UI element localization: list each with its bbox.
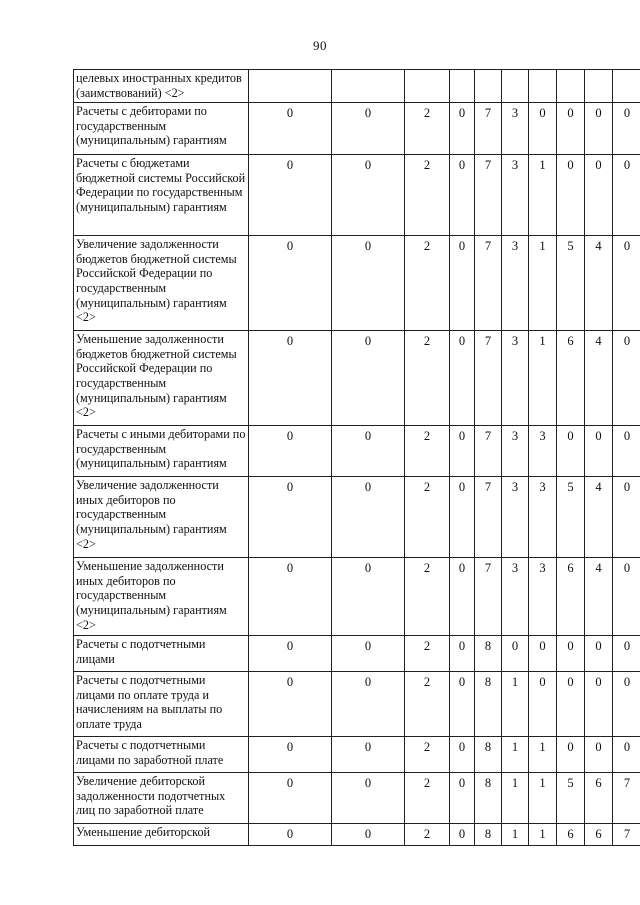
code-digit: 0 bbox=[557, 737, 585, 773]
page-number: 90 bbox=[313, 38, 327, 53]
code-digit: 2 bbox=[405, 155, 450, 236]
code-digit: 3 bbox=[502, 426, 529, 477]
code-digit: 0 bbox=[249, 331, 332, 426]
code-digit: 3 bbox=[502, 558, 529, 636]
code-digit: 7 bbox=[475, 558, 502, 636]
code-digit: 7 bbox=[475, 331, 502, 426]
code-digit: 2 bbox=[405, 236, 450, 331]
code-digit: 2 bbox=[405, 737, 450, 773]
code-digit: 2 bbox=[405, 824, 450, 846]
code-digit: 5 bbox=[557, 773, 585, 824]
code-digit: 0 bbox=[502, 636, 529, 672]
code-digit: 0 bbox=[613, 737, 640, 773]
code-digit: 0 bbox=[613, 672, 640, 737]
account-name: Уменьшение дебиторской bbox=[74, 824, 249, 846]
code-digit: 5 bbox=[557, 477, 585, 558]
account-name: Расчеты с подотчетными лицами bbox=[74, 636, 249, 672]
code-digit bbox=[249, 70, 332, 103]
code-digit: 2 bbox=[405, 103, 450, 155]
table-row bbox=[74, 773, 640, 824]
code-digit: 0 bbox=[332, 636, 405, 672]
table-row bbox=[74, 331, 640, 426]
code-digit: 0 bbox=[585, 737, 613, 773]
code-digit: 7 bbox=[475, 426, 502, 477]
code-digit bbox=[613, 70, 640, 103]
code-digit: 0 bbox=[529, 636, 557, 672]
code-digit: 3 bbox=[502, 236, 529, 331]
code-digit bbox=[529, 70, 557, 103]
code-digit: 0 bbox=[585, 426, 613, 477]
code-digit: 1 bbox=[529, 155, 557, 236]
code-digit: 2 bbox=[405, 477, 450, 558]
code-digit: 8 bbox=[475, 636, 502, 672]
code-digit: 7 bbox=[475, 477, 502, 558]
code-digit bbox=[475, 70, 502, 103]
code-digit: 0 bbox=[450, 155, 475, 236]
table-row bbox=[74, 70, 640, 103]
code-digit: 0 bbox=[332, 426, 405, 477]
code-digit: 0 bbox=[557, 672, 585, 737]
code-digit: 0 bbox=[557, 426, 585, 477]
code-digit: 1 bbox=[529, 737, 557, 773]
account-name: Уменьшение задолженности иных дебиторов по государственным (муниципальным) гарантиям <2> bbox=[74, 558, 249, 636]
code-digit: 7 bbox=[613, 773, 640, 824]
code-digit: 1 bbox=[529, 331, 557, 426]
code-digit: 1 bbox=[529, 236, 557, 331]
code-digit: 0 bbox=[613, 558, 640, 636]
code-digit: 2 bbox=[405, 426, 450, 477]
code-digit: 7 bbox=[475, 236, 502, 331]
code-digit: 1 bbox=[502, 737, 529, 773]
code-digit bbox=[450, 70, 475, 103]
code-digit: 2 bbox=[405, 558, 450, 636]
account-name: Увеличение задолженности бюджетов бюджетной системы Российской Федерации по государственным (муниципальным) гарантиям <2> bbox=[74, 236, 249, 331]
account-name: целевых иностранных кредитов (заимствований) <2> bbox=[74, 70, 249, 103]
account-name: Уменьшение задолженности бюджетов бюджетной системы Российской Федерации по государственным (муниципальным) гарантиям <2> bbox=[74, 331, 249, 426]
account-name: Расчеты с дебиторами по государственным (муниципальным) гарантиям bbox=[74, 103, 249, 155]
code-digit: 1 bbox=[502, 672, 529, 737]
code-digit: 7 bbox=[613, 824, 640, 846]
account-name: Увеличение дебиторской задолженности подотчетных лиц по заработной плате bbox=[74, 773, 249, 824]
code-digit: 0 bbox=[332, 672, 405, 737]
code-digit: 0 bbox=[450, 103, 475, 155]
code-digit: 0 bbox=[332, 236, 405, 331]
code-digit: 4 bbox=[585, 477, 613, 558]
code-digit: 2 bbox=[405, 672, 450, 737]
code-digit: 0 bbox=[249, 236, 332, 331]
table-row bbox=[74, 737, 640, 773]
code-digit: 5 bbox=[557, 236, 585, 331]
code-digit: 1 bbox=[502, 824, 529, 846]
code-digit: 0 bbox=[585, 636, 613, 672]
code-digit: 4 bbox=[585, 331, 613, 426]
code-digit: 0 bbox=[450, 426, 475, 477]
code-digit: 0 bbox=[332, 477, 405, 558]
code-digit: 0 bbox=[450, 824, 475, 846]
code-digit: 0 bbox=[529, 672, 557, 737]
table-row bbox=[74, 672, 640, 737]
code-digit: 0 bbox=[613, 236, 640, 331]
code-digit: 0 bbox=[249, 824, 332, 846]
code-digit: 6 bbox=[557, 824, 585, 846]
code-digit: 3 bbox=[502, 155, 529, 236]
table-row bbox=[74, 103, 640, 155]
code-digit: 3 bbox=[529, 426, 557, 477]
code-digit: 0 bbox=[249, 737, 332, 773]
code-digit: 6 bbox=[585, 824, 613, 846]
code-digit: 0 bbox=[332, 103, 405, 155]
code-digit: 0 bbox=[249, 773, 332, 824]
code-digit: 2 bbox=[405, 331, 450, 426]
table-row bbox=[74, 636, 640, 672]
code-digit: 0 bbox=[450, 773, 475, 824]
code-digit: 0 bbox=[450, 477, 475, 558]
code-digit: 0 bbox=[529, 103, 557, 155]
code-digit: 8 bbox=[475, 824, 502, 846]
code-digit bbox=[557, 70, 585, 103]
code-digit: 4 bbox=[585, 236, 613, 331]
code-digit: 0 bbox=[613, 477, 640, 558]
code-digit: 0 bbox=[450, 331, 475, 426]
account-name: Расчеты с подотчетными лицами по оплате труда и начислениям на выплаты по оплате труда bbox=[74, 672, 249, 737]
code-digit: 0 bbox=[450, 672, 475, 737]
code-digit: 0 bbox=[557, 636, 585, 672]
code-digit: 0 bbox=[249, 426, 332, 477]
code-digit: 0 bbox=[249, 636, 332, 672]
code-digit: 0 bbox=[450, 236, 475, 331]
code-digit: 0 bbox=[249, 558, 332, 636]
code-digit: 0 bbox=[613, 331, 640, 426]
code-digit: 0 bbox=[585, 155, 613, 236]
code-digit: 0 bbox=[332, 155, 405, 236]
code-digit bbox=[332, 70, 405, 103]
table-row bbox=[74, 236, 640, 331]
code-digit: 0 bbox=[249, 103, 332, 155]
code-digit: 8 bbox=[475, 737, 502, 773]
code-digit: 0 bbox=[332, 331, 405, 426]
code-digit: 1 bbox=[529, 824, 557, 846]
account-name: Увеличение задолженности иных дебиторов по государственным (муниципальным) гарантиям <2> bbox=[74, 477, 249, 558]
code-digit: 6 bbox=[585, 773, 613, 824]
code-digit: 0 bbox=[450, 558, 475, 636]
account-name: Расчеты с бюджетами бюджетной системы Российской Федерации по государственным (муниципальным) гарантиям bbox=[74, 155, 249, 236]
code-digit: 3 bbox=[502, 477, 529, 558]
code-digit: 0 bbox=[332, 558, 405, 636]
code-digit: 0 bbox=[613, 636, 640, 672]
code-digit: 2 bbox=[405, 636, 450, 672]
code-digit: 0 bbox=[613, 103, 640, 155]
code-digit: 0 bbox=[450, 636, 475, 672]
code-digit: 0 bbox=[585, 103, 613, 155]
code-digit: 0 bbox=[450, 737, 475, 773]
code-digit: 6 bbox=[557, 558, 585, 636]
code-digit: 0 bbox=[557, 155, 585, 236]
account-name: Расчеты с иными дебиторами по государственным (муниципальным) гарантиям bbox=[74, 426, 249, 477]
table-row bbox=[74, 155, 640, 236]
table-row bbox=[74, 558, 640, 636]
code-digit: 3 bbox=[502, 331, 529, 426]
code-digit bbox=[585, 70, 613, 103]
account-codes-table bbox=[73, 69, 640, 846]
code-digit: 3 bbox=[502, 103, 529, 155]
table-row bbox=[74, 477, 640, 558]
code-digit bbox=[405, 70, 450, 103]
code-digit: 7 bbox=[475, 103, 502, 155]
code-digit: 8 bbox=[475, 773, 502, 824]
code-digit: 1 bbox=[502, 773, 529, 824]
code-digit: 1 bbox=[529, 773, 557, 824]
table-row bbox=[74, 426, 640, 477]
code-digit: 0 bbox=[249, 672, 332, 737]
code-digit: 2 bbox=[405, 773, 450, 824]
account-name: Расчеты с подотчетными лицами по заработной плате bbox=[74, 737, 249, 773]
code-digit: 3 bbox=[529, 558, 557, 636]
code-digit: 0 bbox=[557, 103, 585, 155]
code-digit: 0 bbox=[249, 477, 332, 558]
table-row bbox=[74, 824, 640, 846]
code-digit: 0 bbox=[613, 155, 640, 236]
code-digit: 0 bbox=[613, 426, 640, 477]
code-digit bbox=[502, 70, 529, 103]
code-digit: 3 bbox=[529, 477, 557, 558]
code-digit: 7 bbox=[475, 155, 502, 236]
code-digit: 8 bbox=[475, 672, 502, 737]
code-digit: 0 bbox=[249, 155, 332, 236]
code-digit: 4 bbox=[585, 558, 613, 636]
code-digit: 0 bbox=[585, 672, 613, 737]
code-digit: 6 bbox=[557, 331, 585, 426]
code-digit: 0 bbox=[332, 737, 405, 773]
code-digit: 0 bbox=[332, 824, 405, 846]
code-digit: 0 bbox=[332, 773, 405, 824]
